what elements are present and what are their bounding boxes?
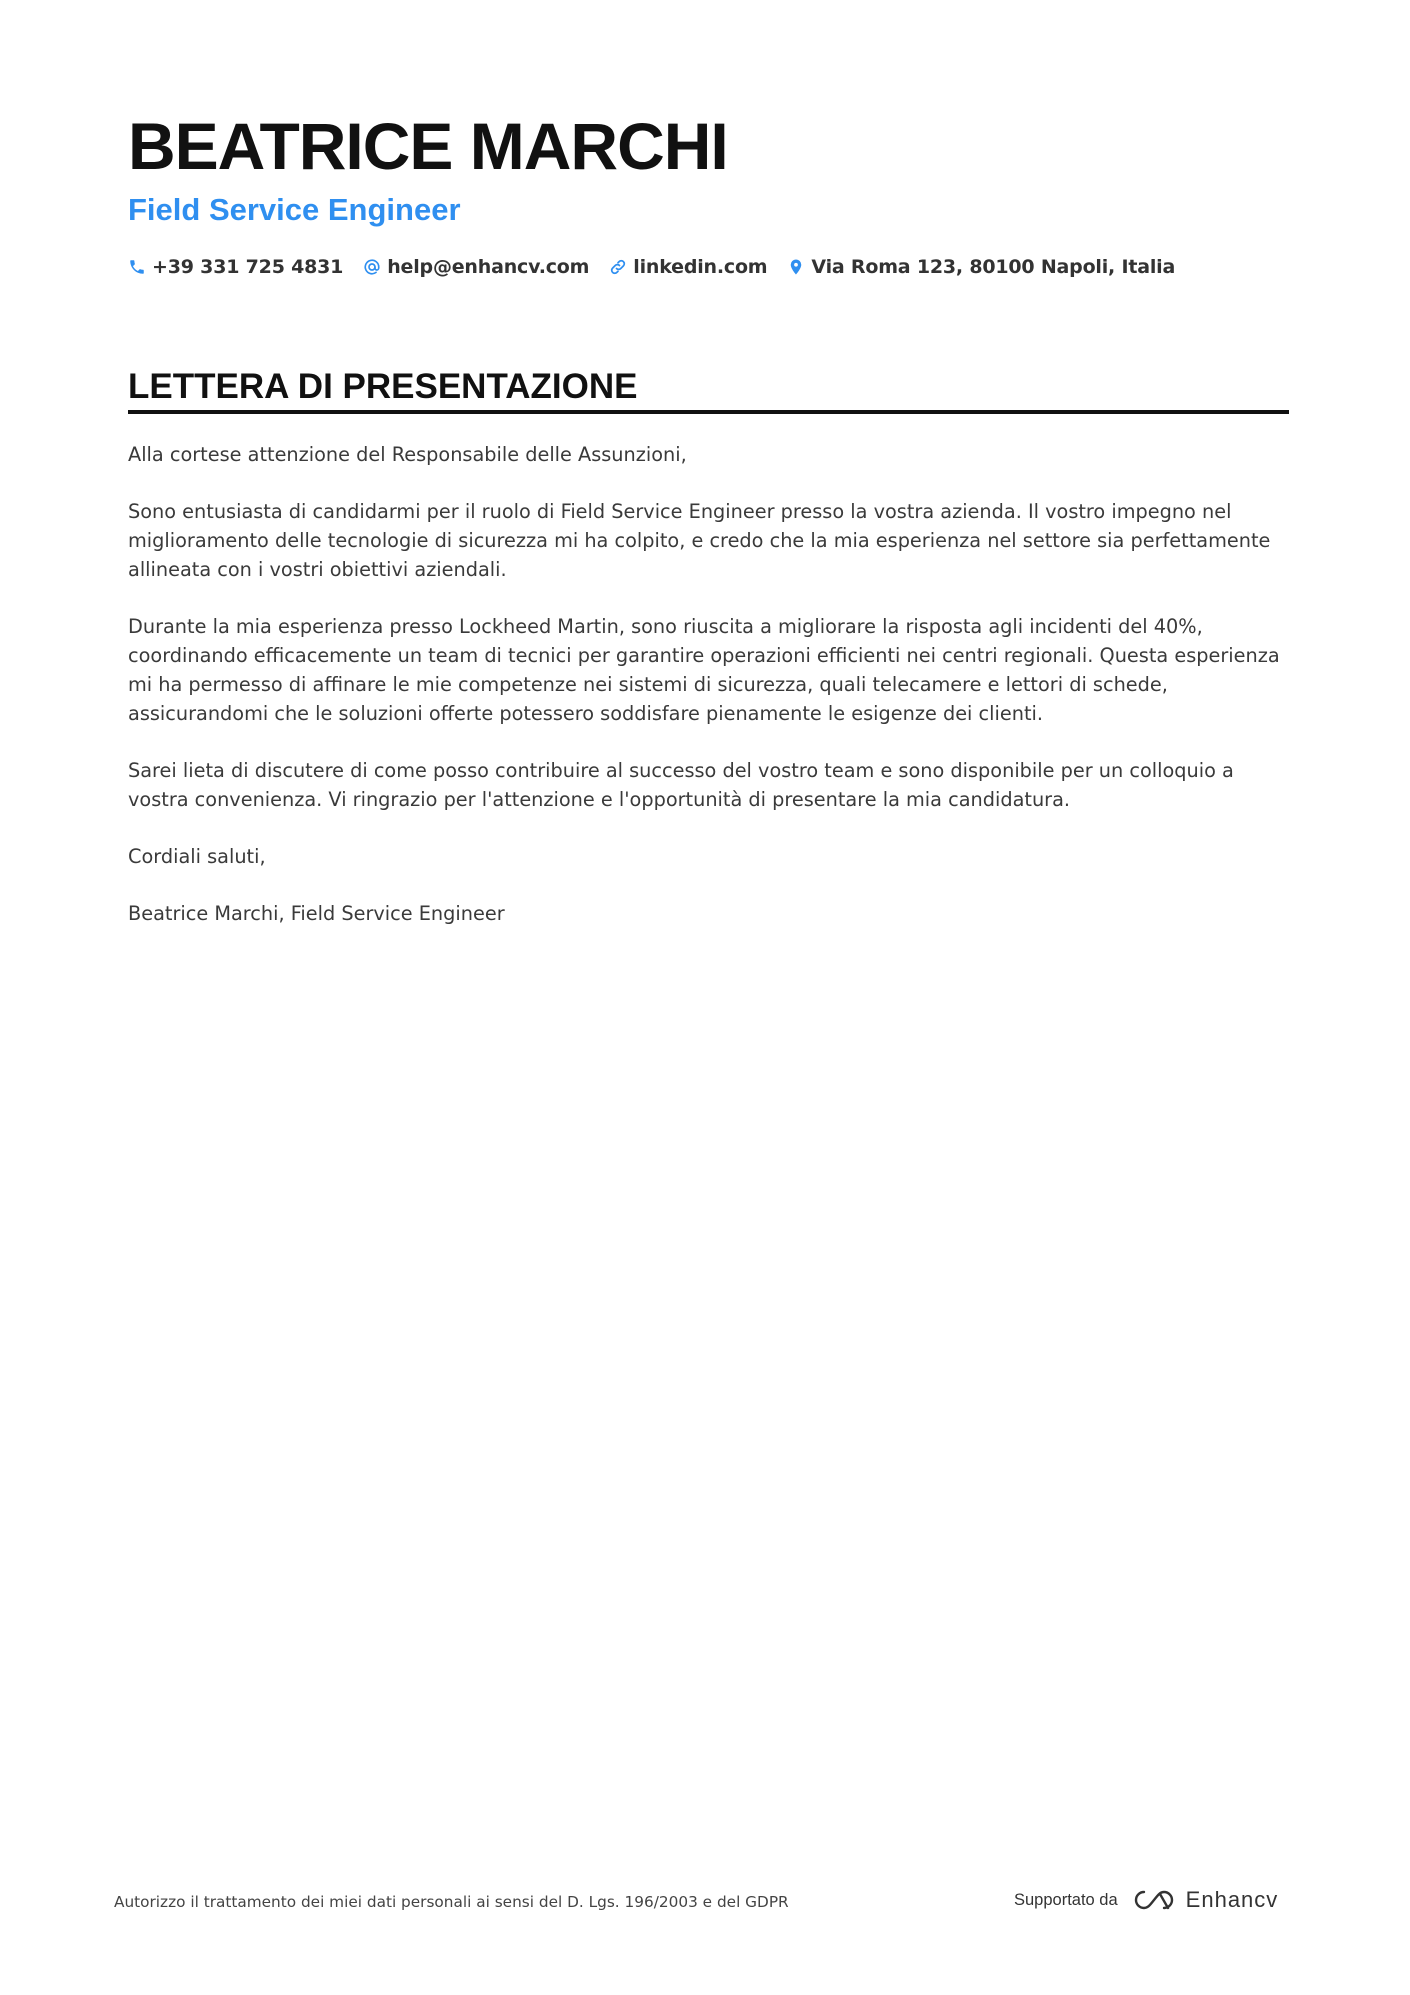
contact-address-text: Via Roma 123, 80100 Napoli, Italia: [811, 256, 1176, 278]
letter-body: [128, 440, 1289, 956]
brand-name: Enhancv: [1185, 1887, 1279, 1912]
letter-paragraph: Sono entusiasta di candidarmi per il ruolo di Field Service Engineer presso la vostra azienda. Il vostro impegno nel miglioramento delle tecnologie di sicurezza mi ha colpito, e credo che la mia esperienza nel settore sia perfettamente allineata con i vostri obiettivi aziendali.: [128, 500, 1271, 581]
section-title: LETTERA DI PRESENTAZIONE: [128, 367, 638, 406]
letter-salutation: Alla cortese attenzione del Responsabile delle Assunzioni,: [128, 443, 687, 466]
location-pin-icon: [787, 258, 805, 276]
contact-phone-text: +39 331 725 4831: [152, 256, 344, 278]
contact-address: [787, 256, 1175, 278]
letter-signature: Beatrice Marchi, Field Service Engineer: [128, 902, 505, 925]
contact-phone[interactable]: [128, 256, 343, 278]
contact-email[interactable]: [363, 256, 589, 278]
section-divider: [128, 410, 1289, 414]
letter-closing: Cordiali saluti,: [128, 845, 266, 868]
contact-bar: [128, 252, 1195, 282]
letter-paragraph: Durante la mia esperienza presso Lockheed Martin, sono riuscita a migliorare la risposta agli incidenti del 40%, coordinando efficacemente un team di tecnici per garantire operazioni efficienti nei centri regionali. Questa esperienza mi ha permesso di affinare le mie competenze nei sistemi di sicurezza, quali telecamere e lettori di schede, assicurandomi che le soluzioni offerte potessero soddisfare pienamente le esigenze dei clienti.: [128, 615, 1280, 725]
contact-email-text: help@enhancv.com: [387, 256, 590, 278]
powered-by[interactable]: [1014, 1880, 1278, 1920]
candidate-name: BEATRICE MARCHI: [128, 109, 728, 183]
phone-icon: [128, 258, 146, 276]
at-icon: [363, 258, 381, 276]
contact-linkedin-text: linkedin.com: [633, 256, 768, 278]
candidate-role: Field Service Engineer: [128, 192, 461, 227]
letter-paragraph: Sarei lieta di discutere di come posso contribuire al successo del vostro team e sono disponibile per un colloquio a vostra convenienza. Vi ringrazio per l'attenzione e l'opportunità di presentare la mia candidatura.: [128, 759, 1234, 811]
supported-by-label: Supportato da: [1014, 1890, 1118, 1909]
privacy-consent: Autorizzo il trattamento dei miei dati personali ai sensi del D. Lgs. 196/2003 e del GDPR: [114, 1893, 789, 1911]
link-icon: [609, 258, 627, 276]
contact-linkedin[interactable]: [609, 256, 767, 278]
enhancv-logo-icon: [1130, 1886, 1178, 1914]
